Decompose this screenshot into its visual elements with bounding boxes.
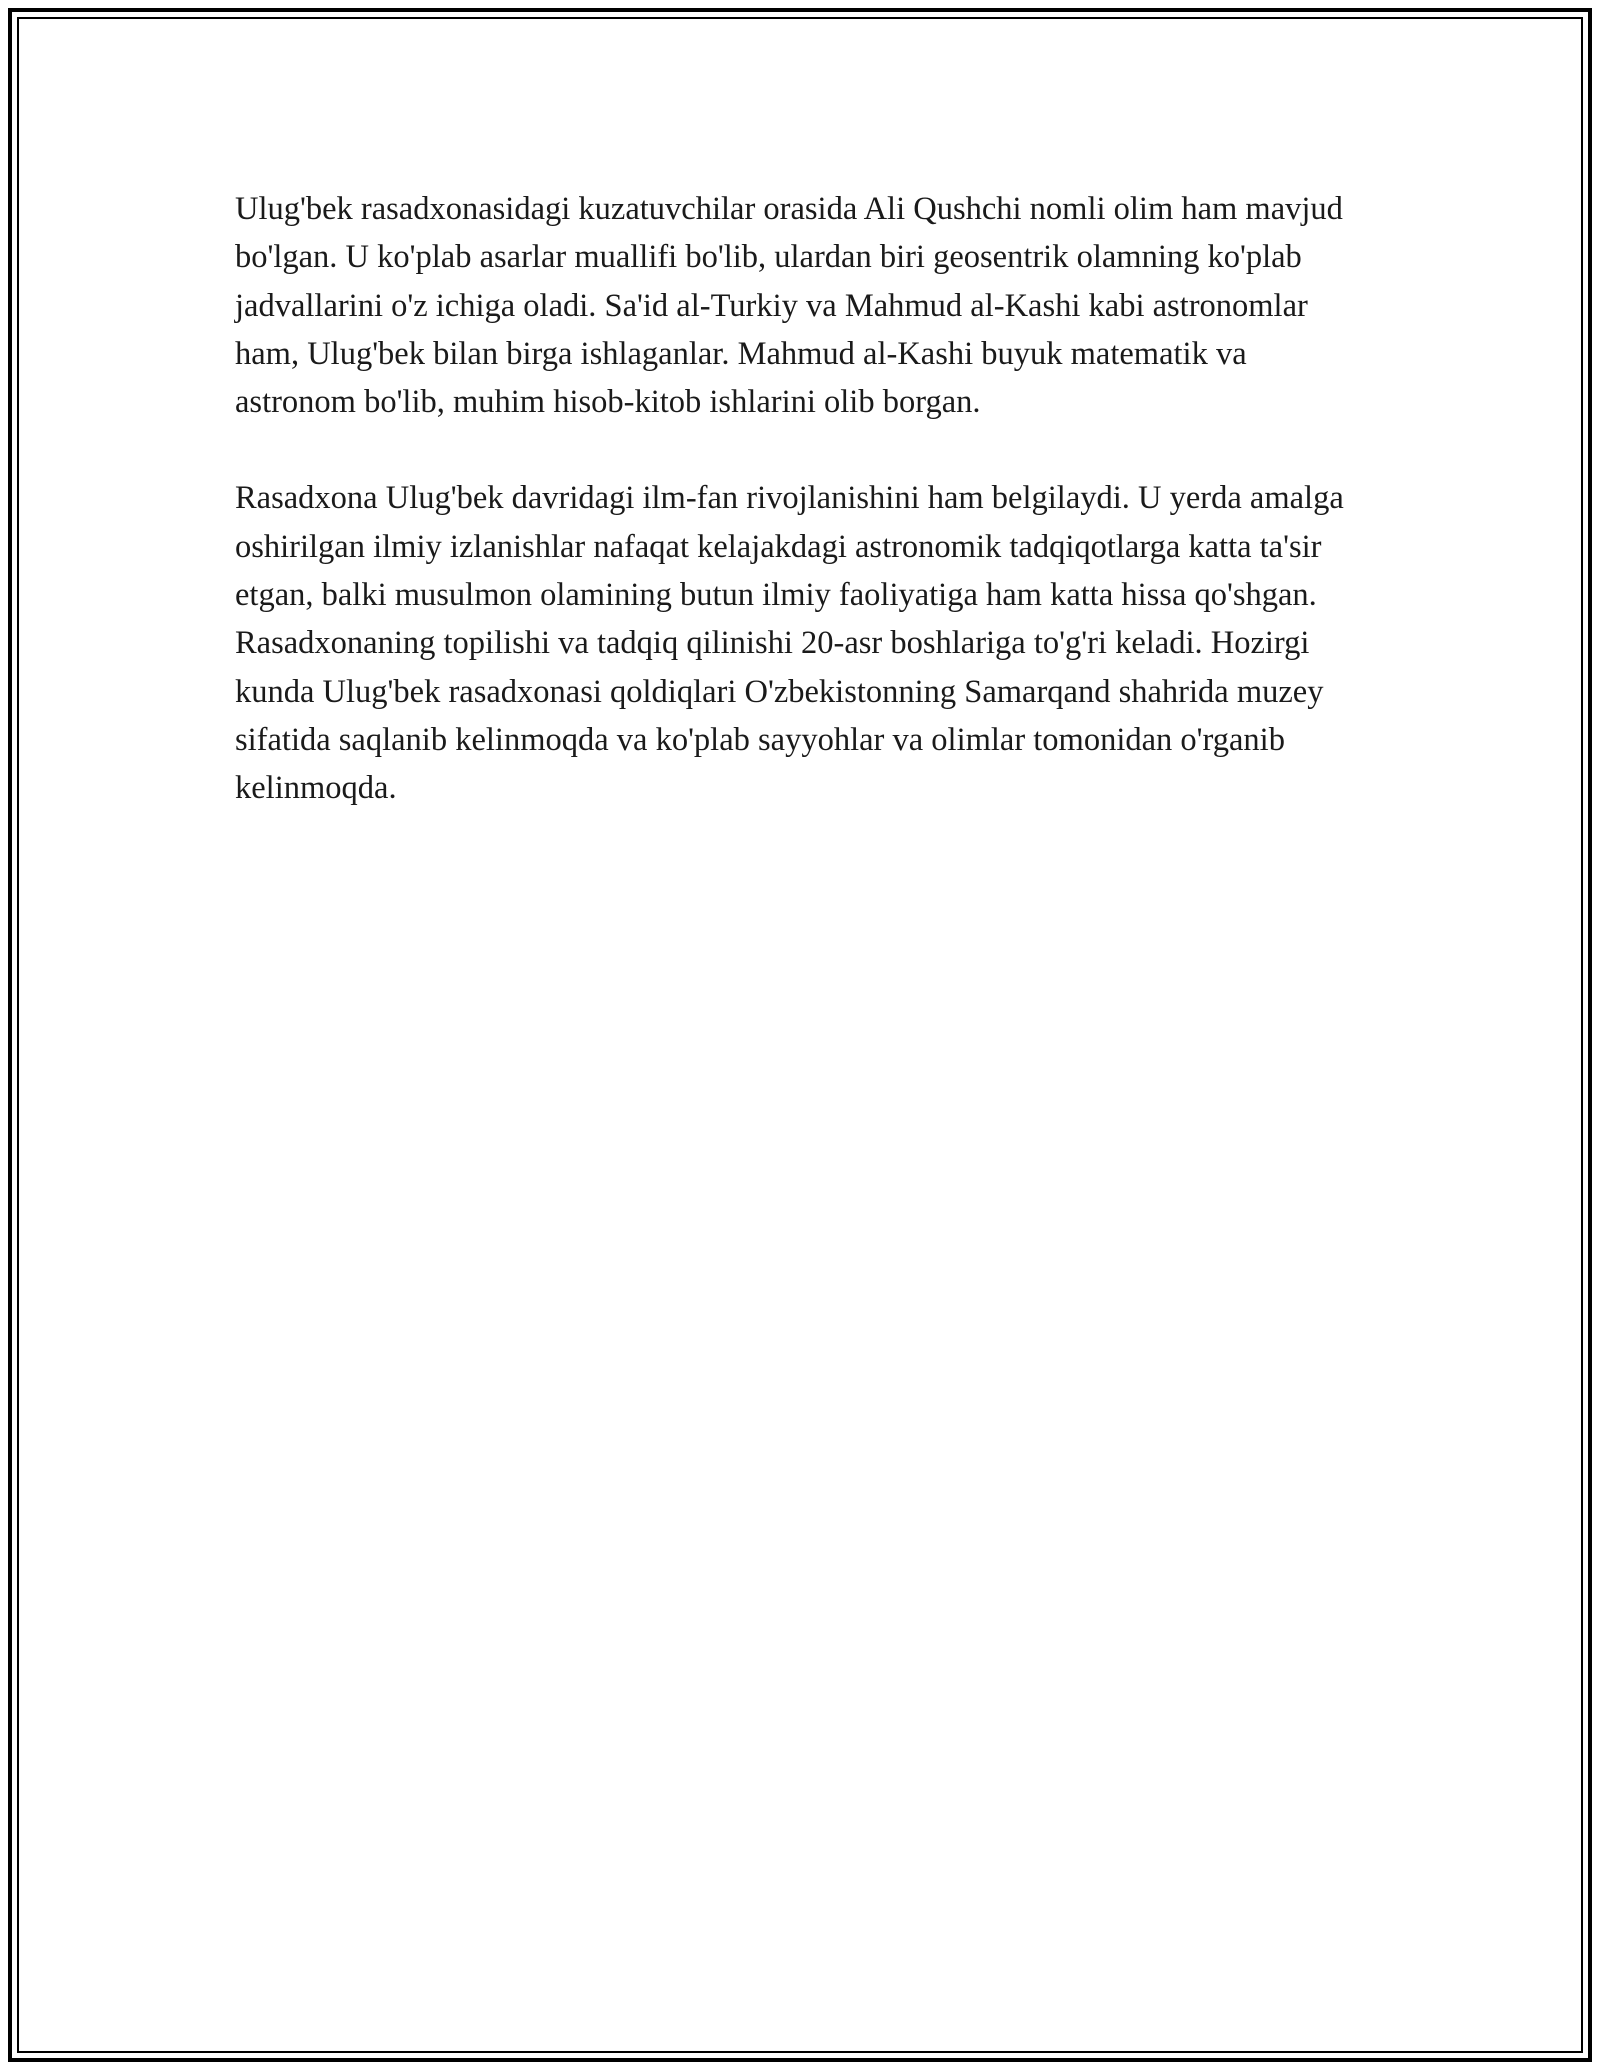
paragraph-1: Ulug'bek rasadxonasidagi kuzatuvchilar orasida Ali Qushchi nomli olim ham mavjud bo'lgan. U ko'plab asarlar muallifi bo'lib, ulardan biri geosentrik olamning ko'plab jadvallarini o'z ichiga oladi. Sa'id al-Turkiy va Mahmud al-Kashi kabi astronomlar ham, Ulug'bek bilan birga ishlaganlar. Mahmud al-Kashi buyuk matematik va astronom bo'lib, muhim hisob-kitob ishlarini olib borgan. (235, 191, 1343, 421)
document-body (235, 185, 1375, 861)
paragraph-2: Rasadxona Ulug'bek davridagi ilm-fan rivojlanishini ham belgilaydi. U yerda amalga oshirilgan ilmiy izlanishlar nafaqat kelajakdagi astronomik tadqiqotlarga katta ta'sir etgan, balki musulmon olamining butun ilmiy faoliyatiga ham katta hissa qo'shgan. Rasadxonaning topilishi va tadqiq qilinishi 20-asr boshlariga to'g'ri keladi. Hozirgi kunda Ulug'bek rasadxonasi qoldiqlari O'zbekistonning Samarqand shahrida muzey sifatida saqlanib kelinmoqda va ko'plab sayyohlar va olimlar tomonidan o'rganib kelinmoqda. (235, 480, 1344, 807)
